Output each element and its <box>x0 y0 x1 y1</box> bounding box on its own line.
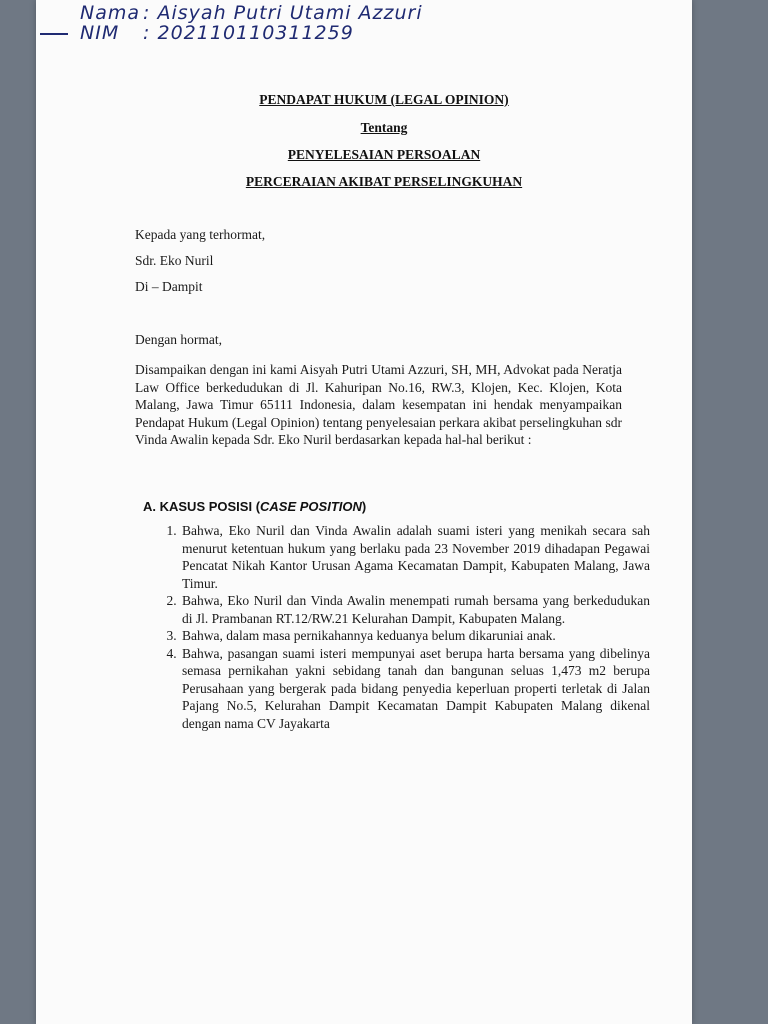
section-a-heading <box>143 499 366 514</box>
name-separator: : <box>143 2 151 24</box>
nim-value: 202110110311259 <box>157 22 354 44</box>
list-item: 1. Bahwa, Eko Nuril dan Vinda Awalin adalah suami isteri yang menikah secara sah menurut ketentuan hukum yang berlaku pada 23 November 2019 dihadapan Pegawai Pencatat Nikah Kantor Urusan Agama Kecamatan Dampit, Kabupaten Malang, Jawa Timur. <box>180 522 650 592</box>
handwritten-dash <box>40 33 68 35</box>
document-subject-line-1: PENYELESAIAN PERSOALAN <box>287 147 481 162</box>
name-label: Nama <box>80 2 141 24</box>
address-line-2: Sdr. Eko Nuril <box>135 253 214 268</box>
address-line-1: Kepada yang terhormat, <box>135 227 266 242</box>
section-a-heading-italic: CASE POSITION <box>260 499 362 514</box>
greeting: Dengan hormat, <box>135 332 222 347</box>
document-title: PENDAPAT HUKUM (LEGAL OPINION) <box>259 92 509 107</box>
address-line-3: Di – Dampit <box>135 279 203 294</box>
nim-separator: : <box>143 22 151 44</box>
document-subject-line-2: PERCERAIAN AKIBAT PERSELINGKUHAN <box>245 174 523 189</box>
list-item: 3. Bahwa, dalam masa pernikahannya keduanya belum dikaruniai anak. <box>180 627 650 645</box>
intro-paragraph: Disampaikan dengan ini kami Aisyah Putri Utami Azzuri, SH, MH, Advokat pada Neratja Law Office berkedudukan di Jl. Kahuripan No.16, RW.3, Klojen, Kec. Klojen, Kota Malang, Jawa Timur 65111 Indonesia, dalam kesempatan ini hendak menyampaikan Pendapat Hukum (Legal Opinion) tentang penyelesaian perkara akibat perselingkuhan sdr Vinda Awalin kepada Sdr. Eko Nuril berdasarkan kepada hal-hal berikut : <box>135 362 622 447</box>
section-a-heading-text: A. KASUS POSISI ( <box>143 499 261 514</box>
handwritten-nim-line <box>80 22 354 44</box>
name-value: Aisyah Putri Utami Azzuri <box>157 2 423 24</box>
section-a-heading-close: ) <box>361 499 367 514</box>
handwritten-name-line <box>80 2 423 24</box>
nim-label: NIM <box>80 22 120 44</box>
case-position-list <box>160 522 650 732</box>
list-item: 4. Bahwa, pasangan suami isteri mempunyai aset berupa harta bersama yang dibelinya semasa pernikahan yakni sebidang tanah dan bangunan seluas 1,473 m2 berupa Perusahaan yang bergerak pada bidang penyedia keperluan properti terletak di Jalan Pajang No.5, Kelurahan Dampit Kecamatan Dampit Kabupaten Malang dikenal dengan nama CV Jayakarta <box>180 645 650 733</box>
document-tentang: Tentang <box>360 120 408 135</box>
list-item: 2. Bahwa, Eko Nuril dan Vinda Awalin menempati rumah bersama yang berkedudukan di Jl. Prambanan RT.12/RW.21 Kelurahan Dampit, Kabupaten Malang. <box>180 592 650 627</box>
